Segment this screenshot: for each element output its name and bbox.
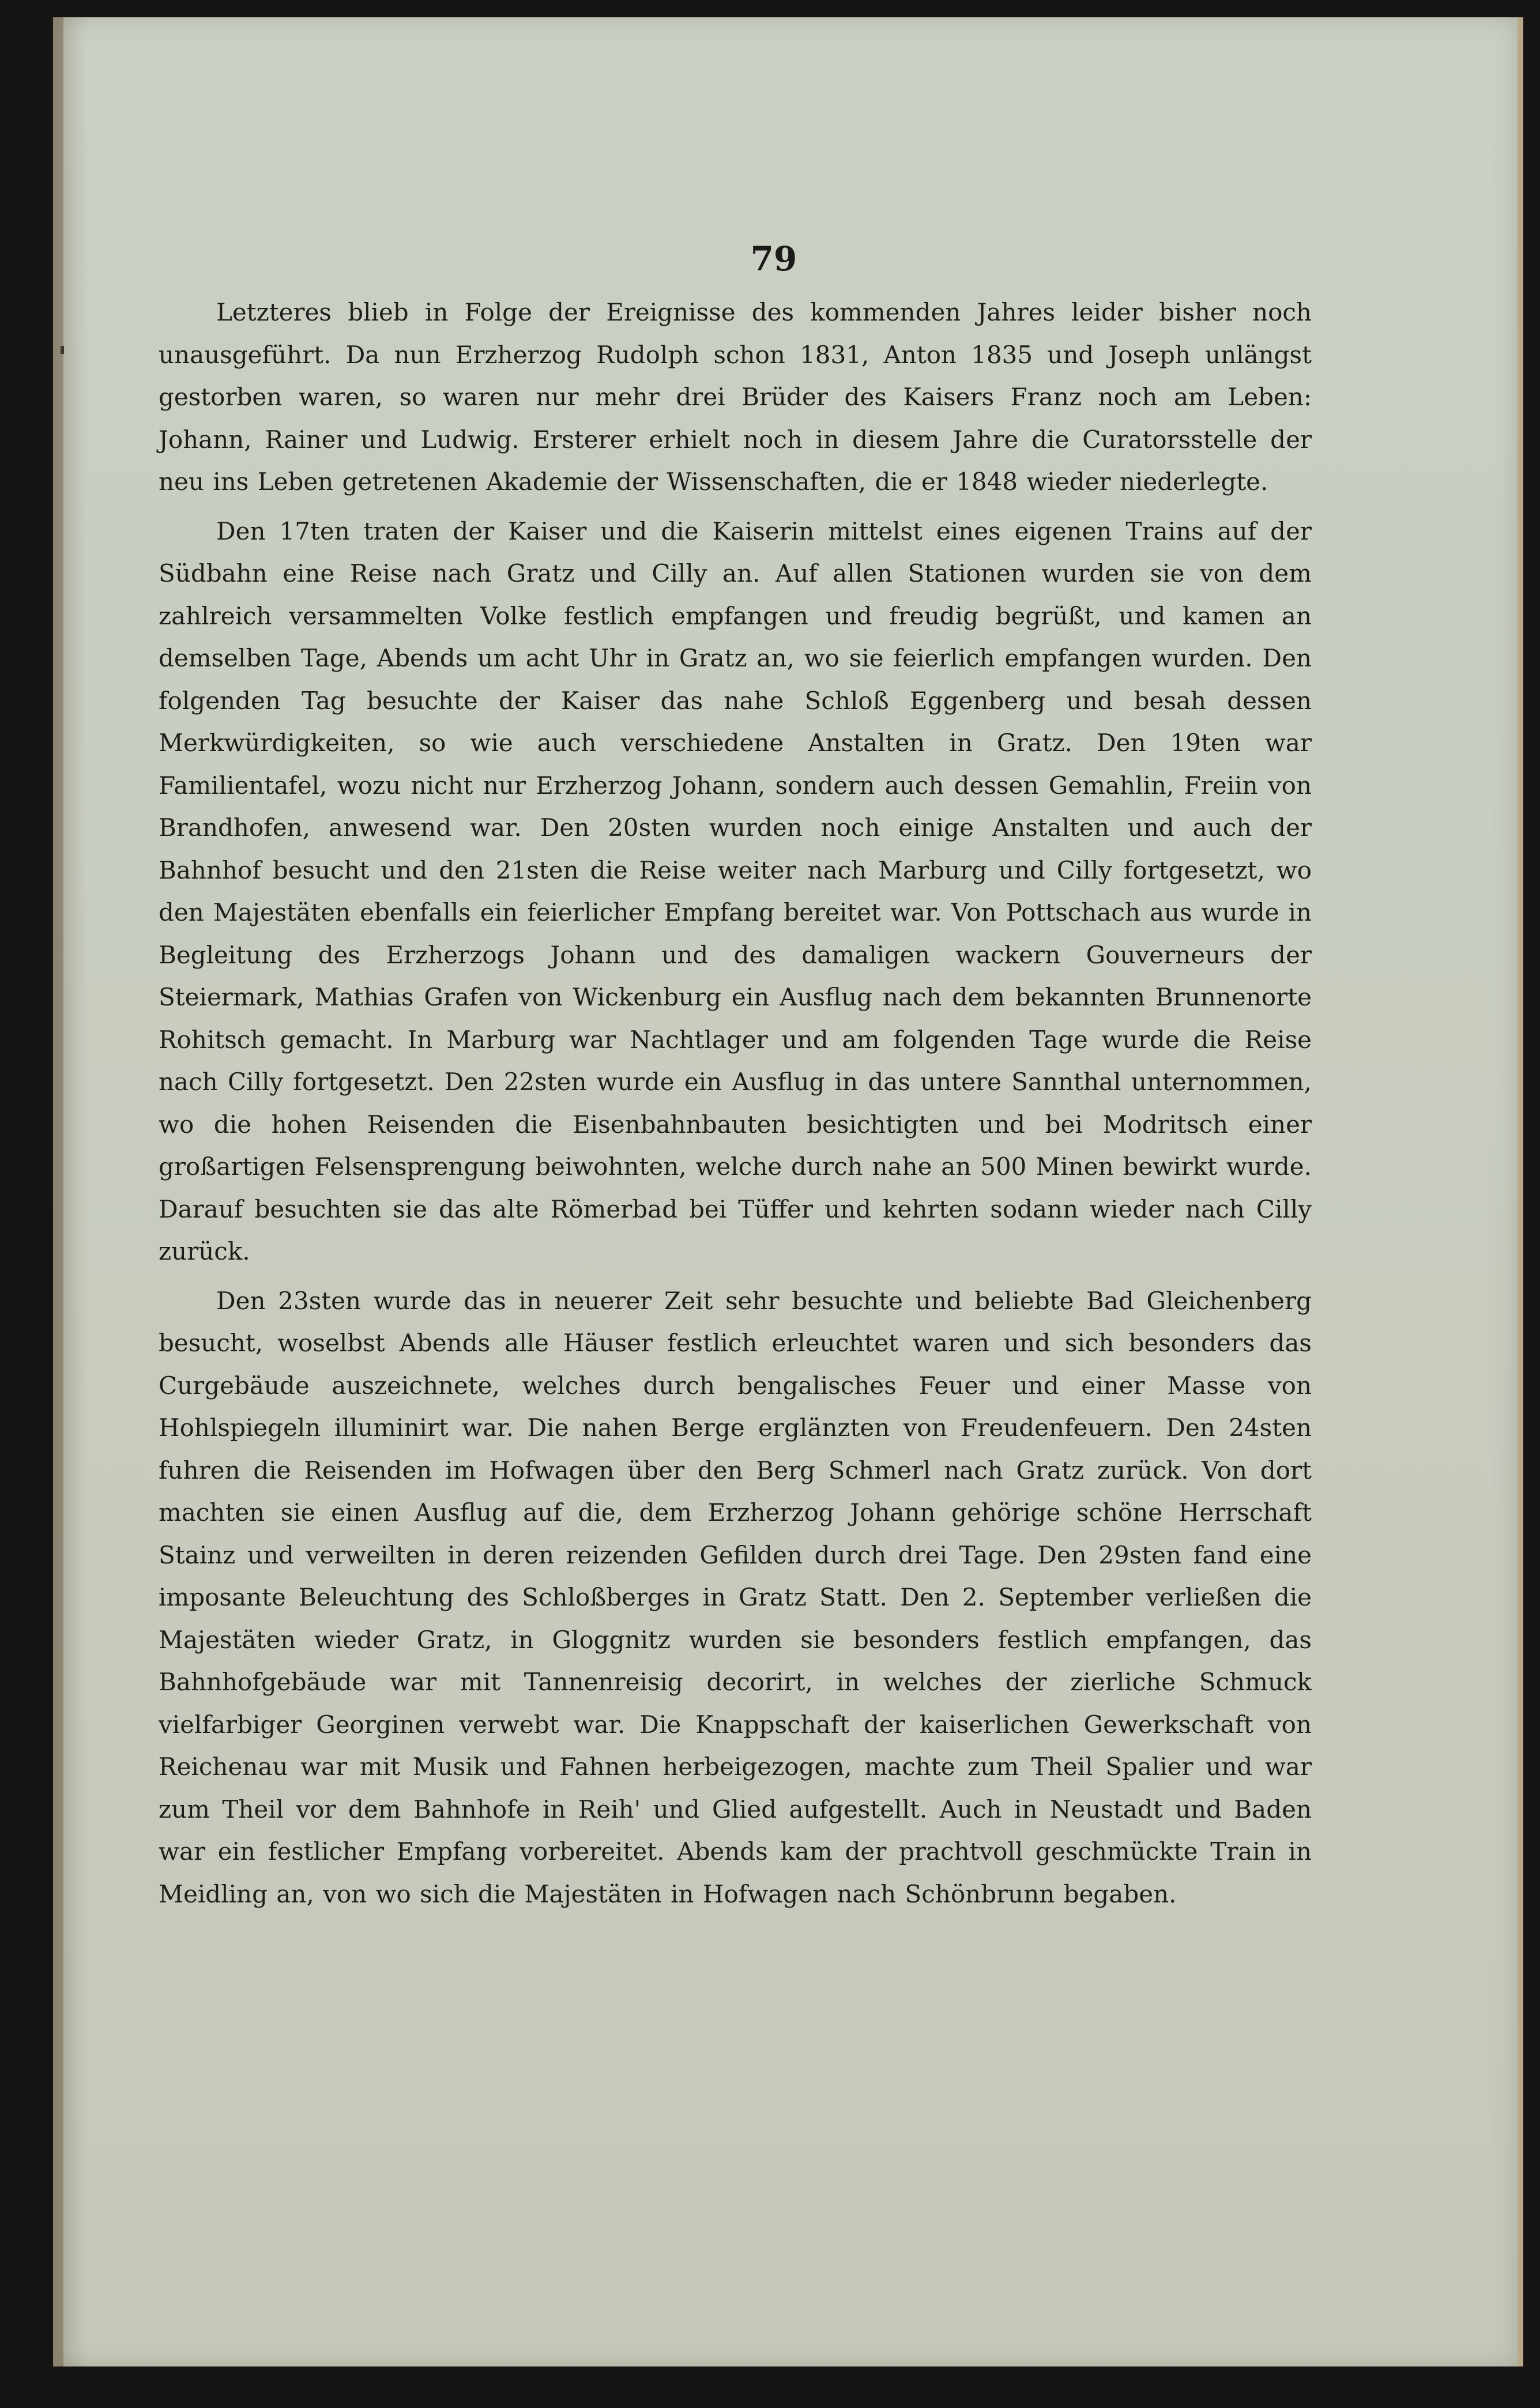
paragraph-2: Den 17ten traten der Kaiser und die Kaiserin mittelst eines eigenen Trains auf der Südbahn eine Reise nach Gratz und Cilly an. Auf allen Stationen wurden sie von dem zahlreich versammelten Volke festlich empfangen und freudig begrüßt, und kamen an demselben Tage, Abends um acht Uhr in Gratz an, wo sie feierlich empfangen wurden. Den folgenden Tag besuchte der Kaiser das nahe Schloß Eggenberg und besah dessen Merkwürdigkeiten, so wie auch verschiedene Anstalten in Gratz. Den 19ten war Familientafel, wozu nicht nur Erzherzog Johann, sondern auch dessen Gemahlin, Freiin von Brandhofen, anwesend war. Den 20sten wurden noch einige Anstalten und auch der Bahnhof besucht und den 21sten die Reise weiter nach Marburg und Cilly fortgesetzt, wo den Majestäten ebenfalls ein feierlicher Empfang bereitet war. Von Pottschach aus wurde in Begleitung des Erzherzogs Johann und des damaligen wackern Gouverneurs der Steiermark, Mathias Grafen von Wickenburg ein Ausflug nach dem bekannten Brunnenorte Rohitsch gemacht. In Marburg war Nachtlager und am folgenden Tage wurde die Reise nach Cilly fortgesetzt. Den 22sten wurde ein Ausflug in das untere Sannthal unternommen, wo die hohen Reisenden die Eisenbahnbauten besichtigten und bei Modritsch einer großartigen Felsensprengung beiwohnten, welche durch nahe an 500 Minen bewirkt wurde. Darauf besuchten sie das alte Römerbad bei Tüffer und kehrten sodann wieder nach Cilly zurück.: [159, 517, 1312, 1265]
paragraph-1: Letzteres blieb in Folge der Ereignisse des kommenden Jahres leider bisher noch unausgeführt. Da nun Erzherzog Rudolph schon 1831, Anton 1835 und Joseph unlängst gestorben waren, so waren nur mehr drei Brüder des Kaisers Franz noch am Leben: Johann, Rainer und Ludwig. Ersterer erhielt noch in diesem Jahre die Curatorsstelle der neu ins Leben getretenen Akademie der Wissenschaften, die er 1848 wieder niederlegte.: [159, 298, 1312, 496]
page-number: 79: [750, 239, 797, 278]
paragraph-3: Den 23sten wurde das in neuerer Zeit sehr besuchte und beliebte Bad Gleichenberg besucht, woselbst Abends alle Häuser festlich erleuchtet waren und sich besonders das Curgebäude auszeichnete, welches durch bengalisches Feuer und einer Masse von Hohlspiegeln illuminirt war. Die nahen Berge erglänzten von Freudenfeuern. Den 24sten fuhren die Reisenden im Hofwagen über den Berg Schmerl nach Gratz zurück. Von dort machten sie einen Ausflug auf die, dem Erzherzog Johann gehörige schöne Herrschaft Stainz und verweilten in deren reizenden Gefilden durch drei Tage. Den 29sten fand eine imposante Beleuchtung des Schloßberges in Gratz Statt. Den 2. September verließen die Majestäten wieder Gratz, in Gloggnitz wurden sie besonders festlich empfangen, das Bahnhofgebäude war mit Tannenreisig decorirt, in welches der zierliche Schmuck vielfarbiger Georginen verwebt war. Die Knappschaft der kaiserlichen Gewerkschaft von Reichenau war mit Musik und Fahnen herbeigezogen, machte zum Theil Spalier und war zum Theil vor dem Bahnhofe in Reih' und Glied aufgestellt. Auch in Neustadt und Baden war ein festlicher Empfang vorbereitet. Abends kam der prachtvoll geschmückte Train in Meidling an, von wo sich die Majestäten in Hofwagen nach Schönbrunn begaben.: [159, 1286, 1312, 1908]
margin-mark: [61, 346, 64, 354]
body-text: [159, 291, 1312, 1915]
binding-edge: [53, 17, 63, 2366]
